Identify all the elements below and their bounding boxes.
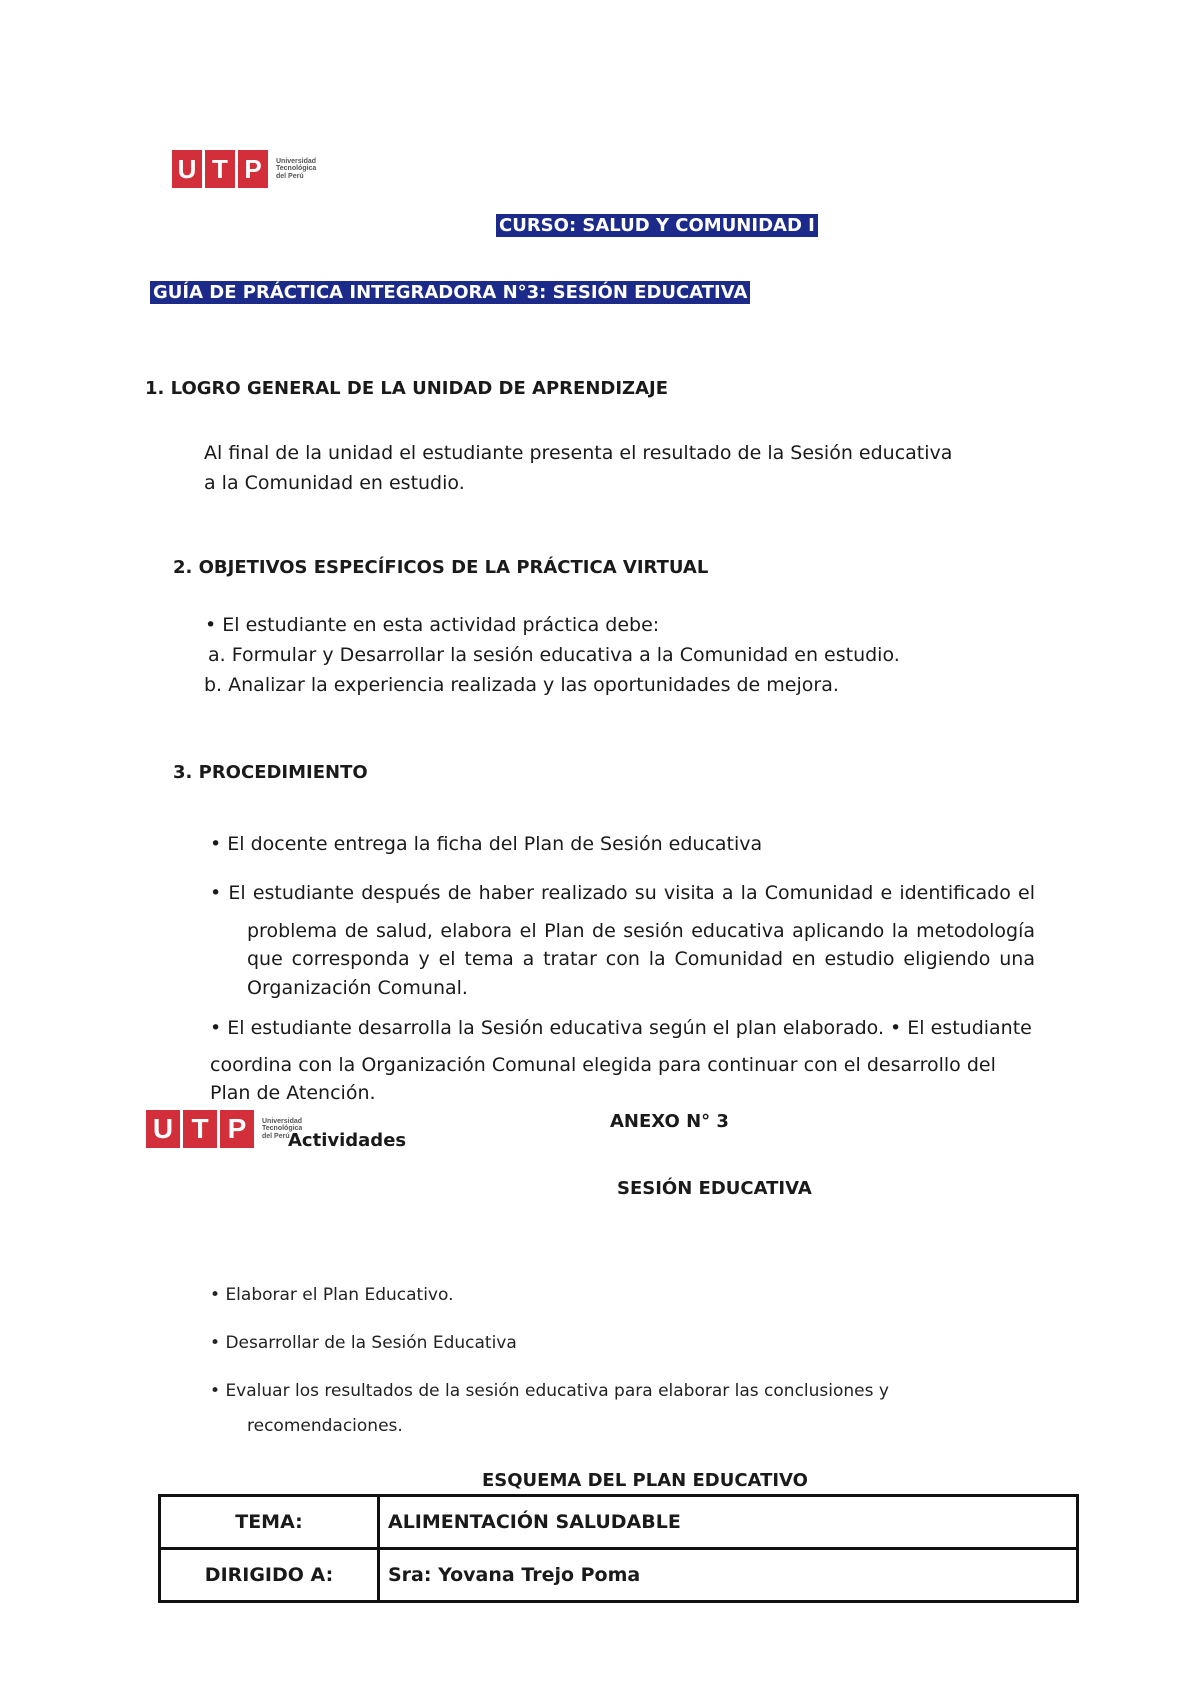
procedure-bullet-2-line-1: • El estudiante después de haber realizado su visita a la Comunidad e identificado el [210,882,1035,904]
logo-text: Universidad Tecnológica del Perú [276,157,317,180]
utp-logo-annex [146,1110,302,1148]
row-label: TEMA: [160,1496,379,1549]
bullet-icon: • [210,833,228,855]
bullet-icon: • [210,1285,226,1305]
logo-text: Universidad Tecnológica del Perú [262,1117,303,1140]
procedure-bullet-1: • El docente entrega la ficha del Plan de Sesión educativa [210,833,763,855]
activity-3-continuation: recomendaciones. [247,1416,403,1436]
bullet-icon: • [210,1017,228,1039]
logo-letter-u: U [146,1110,180,1148]
section2-heading: 2. OBJETIVOS ESPECÍFICOS DE LA PRÁCTICA VIRTUAL [173,557,709,578]
procedure-bullet-2-line-4: Organización Comunal. [247,977,468,999]
course-title: CURSO: SALUD Y COMUNIDAD I [496,214,818,237]
logo-letter-t: T [183,1110,217,1148]
bullet-icon: • [210,882,229,904]
table-row [160,1549,1078,1602]
logo-letter-p: P [238,150,268,188]
section2-item-b: b. Analizar la experiencia realizada y las oportunidades de mejora. [204,674,839,696]
section1-heading: 1. LOGRO GENERAL DE LA UNIDAD DE APRENDIZAJE [145,378,669,399]
section2-intro: • El estudiante en esta actividad práctica debe: [205,614,660,636]
procedure-bullet-3-line-2: coordina con la Organización Comunal elegida para continuar con el desarrollo del [210,1054,996,1076]
section3-heading: 3. PROCEDIMIENTO [173,762,368,783]
guide-title: GUÍA DE PRÁCTICA INTEGRADORA N°3: SESIÓN EDUCATIVA [150,281,750,304]
logo-letter-p: P [220,1110,254,1148]
annex-title: ANEXO N° 3 [610,1111,729,1132]
activities-label: Actividades [288,1130,407,1151]
logo-letter-t: T [205,150,235,188]
row-value: ALIMENTACIÓN SALUDABLE [379,1496,1078,1549]
row-value: Sra: Yovana Trejo Poma [379,1549,1078,1602]
utp-logo [172,150,316,188]
session-title: SESIÓN EDUCATIVA [617,1178,812,1199]
row-label: DIRIGIDO A: [160,1549,379,1602]
plan-title: ESQUEMA DEL PLAN EDUCATIVO [482,1470,808,1491]
procedure-bullet-3-line-1: • El estudiante desarrolla la Sesión educativa según el plan elaborado. • El estudiante [210,1017,1032,1039]
procedure-bullet-2-line-3: que corresponda y el tema a tratar con la Comunidad en estudio eligiendo una [247,948,1035,970]
activity-1: • Elaborar el Plan Educativo. [210,1285,454,1305]
plan-table [158,1494,1079,1603]
logo-letter-u: U [172,150,202,188]
procedure-bullet-2-line-2: problema de salud, elabora el Plan de sesión educativa aplicando la metodología [247,920,1035,942]
activity-2: • Desarrollar de la Sesión Educativa [210,1333,517,1353]
section1-line-2: a la Comunidad en estudio. [204,472,465,494]
bullet-icon: • [210,1381,226,1401]
bullet-icon: • [205,614,223,636]
bullet-icon: • [210,1333,226,1353]
activity-3: • Evaluar los resultados de la sesión educativa para elaborar las conclusiones y [210,1381,889,1401]
section2-item-a: a. Formular y Desarrollar la sesión educativa a la Comunidad en estudio. [208,644,900,666]
section1-line-1: Al final de la unidad el estudiante presenta el resultado de la Sesión educativa [204,442,953,464]
table-row [160,1496,1078,1549]
procedure-bullet-3-line-3: Plan de Atención. [210,1082,376,1104]
